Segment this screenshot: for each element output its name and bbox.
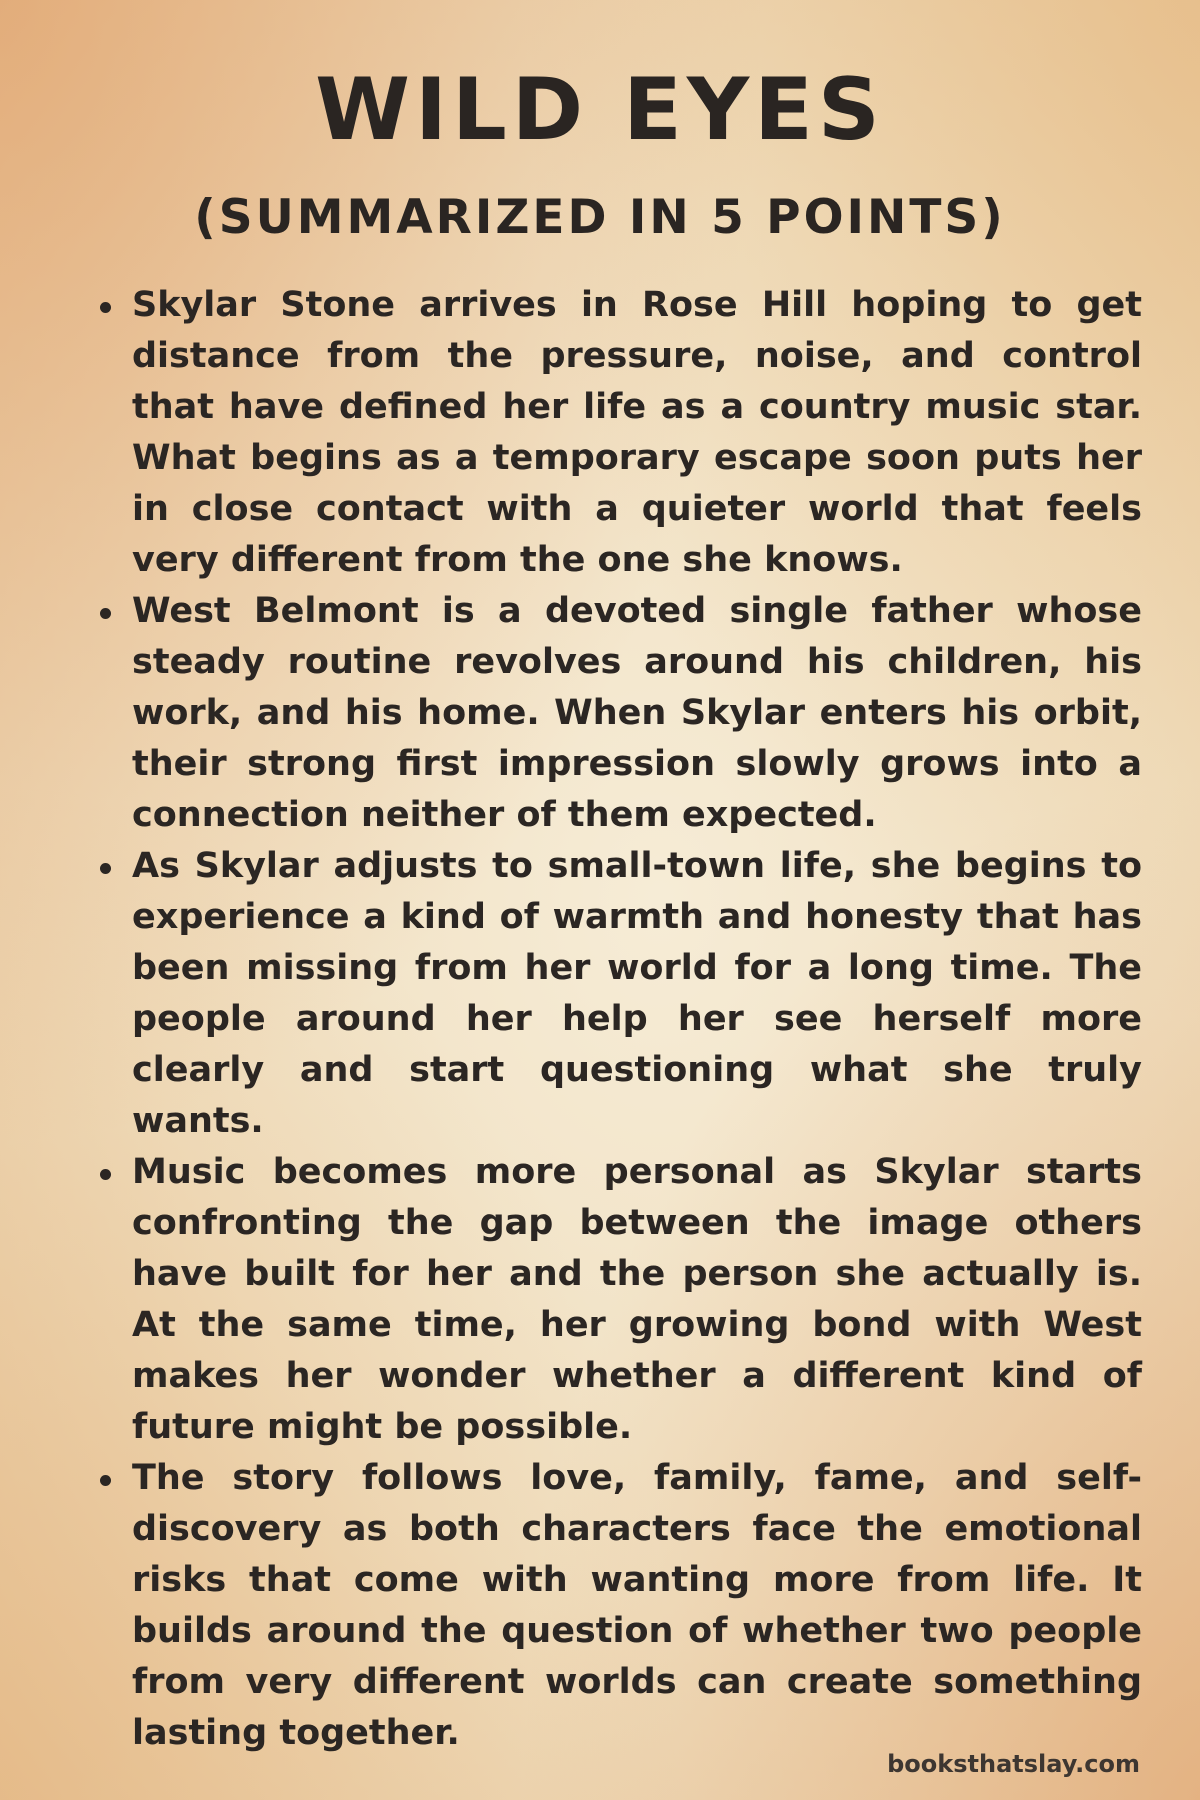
summary-point-text: Skylar Stone arrives in Rose Hill hoping to get distance from the pressure, noise, and control that have defined her life as a country music star. What begins as a temporary escape soon puts her in close contact with a quieter world that feels very different from the one she knows. (132, 285, 1142, 580)
bullet-icon (100, 863, 111, 874)
summary-point-text: As Skylar adjusts to small-town life, she begins to experience a kind of warmth and honesty that has been missing from her world for a long time. The people around her help her see herself more clearly and start questioning what she truly wants. (132, 846, 1142, 1141)
bullet-icon (100, 1475, 111, 1486)
bullet-icon (100, 302, 111, 313)
summary-point-2 (96, 586, 1142, 841)
summary-point-text: West Belmont is a devoted single father whose steady routine revolves around his children, his work, and his home. When Skylar enters his orbit, their strong first impression slowly grows into a connection neither of them expected. (132, 591, 1142, 835)
summary-point-3 (96, 841, 1142, 1147)
summary-points-list (96, 280, 1142, 1759)
summary-point-text: The story follows love, family, fame, and self-discovery as both characters face the emotional risks that come with wanting more from life. It builds around the question of whether two people from very different worlds can create something lasting together. (132, 1458, 1142, 1753)
page-subtitle: (SUMMARIZED IN 5 POINTS) (194, 190, 1006, 245)
page-title: WILD EYES (315, 60, 885, 160)
summary-point-5 (96, 1453, 1142, 1759)
bullet-icon (100, 608, 111, 619)
summary-point-1 (96, 280, 1142, 586)
bullet-icon (100, 1169, 111, 1180)
source-watermark: booksthatslay.com (887, 1750, 1140, 1778)
summary-point-text: Music becomes more personal as Skylar starts confronting the gap between the image others have built for her and the person she actually is. At the same time, her growing bond with West makes her wonder whether a different kind of future might be possible. (132, 1152, 1142, 1447)
summary-point-4 (96, 1147, 1142, 1453)
